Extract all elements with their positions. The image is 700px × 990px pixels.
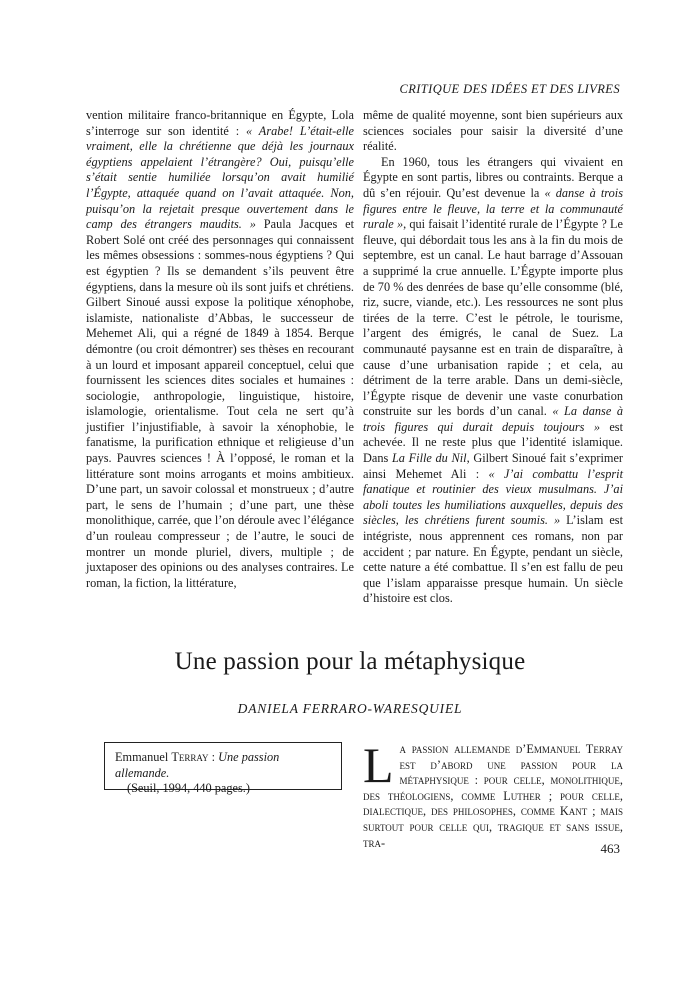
paragraph	[363, 108, 623, 155]
text-run: , qui faisait l’identité rurale de l’Égypte ? Le fleuve, qui débordait tous les ans à la fin du mois de septembre, est un canal. Le haut barrage d’Assouan a supprimé la crue annuelle. L’Égypte importe plus de 70 % des denrées de base qu’elle consomme (blé, riz, sucre, viande, etc.). Les ressources ne sont plus tirées de la terre. C’est le pétrole, le tourisme, l’argent des émigrés, le canal de Suez. La communauté paysanne est en train de disparaître, à cause d’une urbanisation rapide ; et cela, au détriment de la terre arable. Dans un demi-siècle, l’Égypte risque de devenir une vaste conurbation construite sur les bords d’un canal.	[363, 217, 623, 419]
paragraph	[86, 108, 354, 591]
article-body-text: a passion allemande d’Emmanuel Terray est d’abord une passion pour la métaphysique : pour celle, monolithique, des théologiens, comme Luther ; pour celle, dialectique, des philosophes, comme Kant ; mais surtout pour celle qui, tragique et sans issue, tra-	[363, 742, 623, 850]
italic-run: La Fille du Nil	[391, 451, 467, 466]
paragraph	[363, 155, 623, 607]
text-run: L’islam est intégriste, nous apprennent ces romans, non par accident ; par nature. En Égypte, pendant un siècle, cette nature a été combattue. Il s’en est fallu de peu que l’islam apparaisse presque humain. Un siècle d’histoire est clos.	[363, 513, 623, 606]
text-run: vention militaire franco-britannique en Égypte, Lola s’interroge sur son identité :	[86, 108, 354, 138]
book-title: Une passion allemande.	[115, 750, 280, 780]
left-column	[86, 108, 354, 591]
text-run: , Gilbert Sinoué fait s’exprimer ainsi Mehemet Ali :	[363, 451, 624, 481]
article-author: DANIELA FERRARO-WARESQUIEL	[237, 701, 463, 716]
book-separator: :	[208, 750, 219, 764]
article-title: Une passion pour la métaphysique	[174, 648, 526, 675]
italic-run: « danse à trois figures entre le fleuve, la terre et la communauté rurale »	[363, 185, 623, 232]
text-run: même de qualité moyenne, sont bien supérieurs aux sciences sociales pour saisir la diversité d’une réalité.	[363, 108, 623, 154]
book-author-last: Terray	[171, 750, 209, 764]
right-column	[363, 108, 623, 607]
text-run: est achevée. Il ne reste plus que l’identité islamique. Dans	[363, 419, 624, 466]
book-details: (Seuil, 1994, 440 pages.)	[127, 781, 250, 796]
italic-run: « J’ai combattu l’esprit fanatique et routinier des vieux musulmans. J’ai aboli toutes les humiliations auxquelles, depuis des siècles, les chrétiens furent soumis. »	[363, 466, 623, 528]
article-body	[363, 737, 623, 851]
book-reference-box	[104, 742, 342, 796]
book-author-first: Emmanuel	[115, 750, 172, 764]
text-run: En 1960, tous les étrangers qui vivaient en Égypte en sont partis, libres ou contraints. Berque a dû s’en réjouir. Qu’est devenue la	[363, 154, 623, 200]
drop-cap: L	[363, 737, 394, 793]
italic-run: « Arabe! L’était-elle vraiment, elle la chrétienne que déjà les journaux égyptiens appelaient l’étrangère? Oui, puisqu’elle s’était sentie humiliée lorsqu’on avait humilié l’Égypte, attaquée quand on l’avait attaquée. Non, puisqu’on la rejetait presque ouvertement dans le camp des étrangers maudits. »	[86, 123, 354, 232]
running-head: CRITIQUE DES IDÉES ET DES LIVRES	[399, 82, 620, 96]
italic-run: « La danse à trois figures qui durait depuis toujours »	[363, 404, 623, 434]
page-number: 463	[600, 841, 620, 856]
text-run: Paula Jacques et Robert Solé ont créé des personnages qui connaissent les mêmes obsessions : sommes-nous égyptiens ? Qui est égyptien ? Ils se demandent s’ils peuvent être égyptiens, dans la mesure où ils sont juifs et chrétiens. Gilbert Sinoué aussi expose la politique xénophobe, islamiste, nationaliste d’Abbas, le successeur de Mehemet Ali, qui a régné de 1849 à 1854. Berque démontre (ou croit démontrer) ses thèses en recourant à un lourd et imposant appareil conceptuel, celui que fournissent les sciences dites sociales et humaines : sociologie, anthropologie, linguistique, histoire, islamologie, orientalisme. Tout cela ne sert qu’à justifier l’injustifiable, à savoir la xénophobie, le fanatisme, la purification ethnique et religieuse d’un pays. Pauvres sciences ! À l’opposé, le roman et la littérature sont moins arrogants et moins ambitieux. D’une part, un savoir colossal et monstrueux ; d’autre part, le sens de l’humain ; d’une part, une thèse monolithique, carrée, que l’on déroule avec l’élégance d’un rouleau compresseur ; de l’autre, le souci de montrer un monde pluriel, divers, multiple ; de juxtaposer des opinions ou des analyses contraires. Le roman, la fiction, la littérature,	[86, 217, 354, 590]
